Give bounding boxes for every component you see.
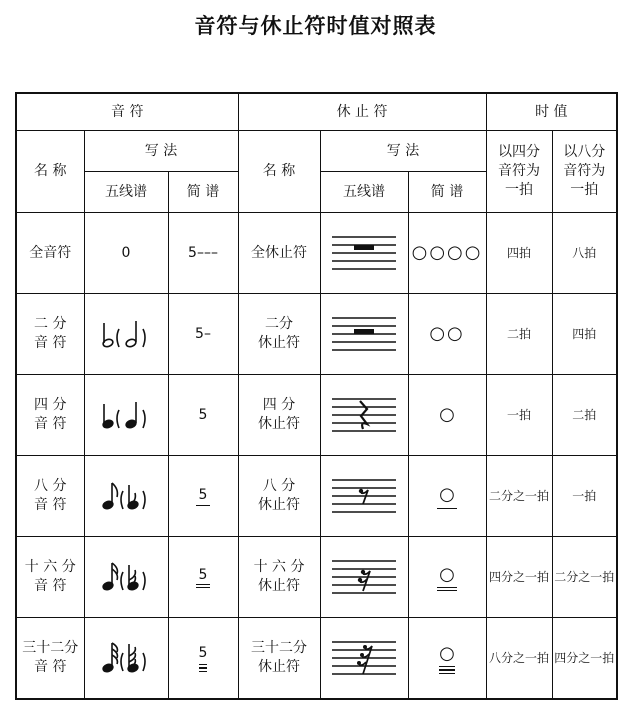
note-jianpu: [168, 456, 238, 537]
rest-name: 十 六 分 休止符: [238, 537, 320, 618]
per-quarter: 四分之一拍: [486, 537, 552, 618]
eighth-rest-icon: [332, 476, 396, 516]
note-staff: 0: [84, 213, 168, 294]
rest-jianpu: ○○: [408, 294, 486, 375]
note-jianpu: [168, 618, 238, 700]
page-title: 音符与休止符时值对照表: [194, 14, 437, 38]
note-name: 三十二分 音 符: [16, 618, 84, 700]
rest-jianpu-circle: ○: [439, 642, 455, 664]
rest-jianpu-sixteenth: ○: [437, 563, 457, 591]
per-quarter: 二分之一拍: [486, 456, 552, 537]
rest-staff: [320, 213, 408, 294]
rest-staff: [320, 375, 408, 456]
per-quarter: 四拍: [486, 213, 552, 294]
per-eighth: 一拍: [552, 456, 617, 537]
note-staff: [84, 537, 168, 618]
note-name: 全音符: [16, 213, 84, 294]
per-eighth: 八拍: [552, 213, 617, 294]
note-jianpu: [168, 537, 238, 618]
per-quarter: 二拍: [486, 294, 552, 375]
jianpu-eighth: 5: [196, 486, 211, 506]
rest-staff: [320, 294, 408, 375]
sixteenth-note-icon: [101, 560, 151, 594]
rest-name: 三十二分 休止符: [238, 618, 320, 700]
per-eighth: 二分之一拍: [552, 537, 617, 618]
rest-jianpu-thirty-second: [437, 642, 457, 675]
header-per-quarter: 以四分音符为一拍: [486, 131, 552, 213]
whole-rest-icon: [332, 233, 396, 273]
header-rest-name: 名 称: [238, 131, 320, 213]
header-note-staff: 五线谱: [84, 172, 168, 213]
eighth-note-icon: [101, 479, 151, 513]
half-note-icon: [101, 317, 151, 351]
per-eighth: 四分之一拍: [552, 618, 617, 700]
rest-staff: [320, 537, 408, 618]
rest-staff: [320, 618, 408, 700]
header-note-writing: 写 法: [84, 131, 238, 172]
note-name: 十 六 分 音 符: [16, 537, 84, 618]
rest-name: 二分 休止符: [238, 294, 320, 375]
quarter-rest-icon: [332, 395, 396, 435]
rest-jianpu: [408, 537, 486, 618]
header-rest: 休 止 符: [238, 93, 486, 131]
per-eighth: 二拍: [552, 375, 617, 456]
note-jianpu: 5–: [168, 294, 238, 375]
thirty-second-rest-icon: [332, 638, 396, 678]
thirty-second-note-icon: [101, 641, 151, 675]
note-jianpu: 5–––: [168, 213, 238, 294]
jianpu-sixteenth: 5: [196, 566, 211, 589]
rest-name: 四 分 休止符: [238, 375, 320, 456]
per-quarter: 一拍: [486, 375, 552, 456]
duration-table: [15, 92, 618, 700]
note-name: 八 分 音 符: [16, 456, 84, 537]
quarter-note-icon: [101, 398, 151, 432]
rest-name: 全休止符: [238, 213, 320, 294]
header-rest-writing: 写 法: [320, 131, 486, 172]
note-name: 二 分 音 符: [16, 294, 84, 375]
note-staff: [84, 618, 168, 700]
rest-jianpu: [408, 618, 486, 700]
header-note-jianpu: 简 谱: [168, 172, 238, 213]
header-note: 音 符: [16, 93, 238, 131]
header-rest-jianpu: 简 谱: [408, 172, 486, 213]
note-staff: [84, 456, 168, 537]
header-rest-staff: 五线谱: [320, 172, 408, 213]
note-staff: [84, 294, 168, 375]
header-note-name: 名 称: [16, 131, 84, 213]
half-rest-icon: [332, 314, 396, 354]
rest-staff: [320, 456, 408, 537]
rest-name: 八 分 休止符: [238, 456, 320, 537]
rest-jianpu-eighth: ○: [437, 483, 457, 508]
rest-jianpu: [408, 456, 486, 537]
header-per-eighth: 以八分音符为一拍: [552, 131, 617, 213]
rest-jianpu: ○: [408, 375, 486, 456]
sixteenth-rest-icon: [332, 557, 396, 597]
note-staff: [84, 375, 168, 456]
jianpu-thirty-second: [196, 644, 211, 672]
rest-jianpu: ○○○○: [408, 213, 486, 294]
jianpu-digit: 5: [198, 644, 208, 661]
header-duration: 时 值: [486, 93, 617, 131]
note-jianpu: 5: [168, 375, 238, 456]
per-eighth: 四拍: [552, 294, 617, 375]
per-quarter: 八分之一拍: [486, 618, 552, 700]
note-name: 四 分 音 符: [16, 375, 84, 456]
